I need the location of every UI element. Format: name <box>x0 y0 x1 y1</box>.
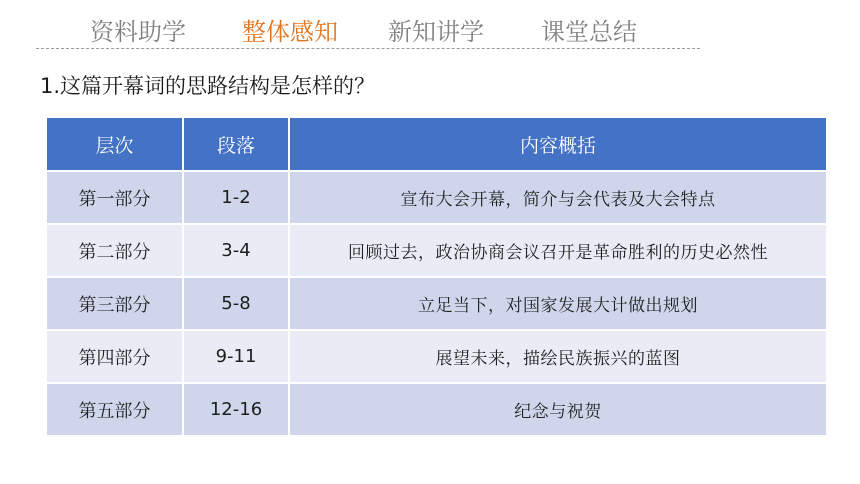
cell-content: 立足当下，对国家发展大计做出规划 <box>289 277 827 330</box>
cell-content: 展望未来，描绘民族振兴的蓝图 <box>289 330 827 383</box>
header-level: 层次 <box>46 117 183 171</box>
tab-reference-study[interactable]: 资料助学 <box>90 18 186 46</box>
table-row <box>46 383 827 436</box>
cell-level: 第三部分 <box>46 277 183 330</box>
cell-level: 第五部分 <box>46 383 183 436</box>
cell-paragraphs: 9-11 <box>183 330 289 383</box>
cell-content: 宣布大会开幕，简介与会代表及大会特点 <box>289 171 827 224</box>
table-row <box>46 171 827 224</box>
question-title: 1.这篇开幕词的思路结构是怎样的？ <box>40 74 376 98</box>
cell-level: 第一部分 <box>46 171 183 224</box>
header-paragraphs: 段落 <box>183 117 289 171</box>
cell-paragraphs: 5-8 <box>183 277 289 330</box>
structure-table <box>45 116 828 437</box>
cell-content: 纪念与祝贺 <box>289 383 827 436</box>
cell-level: 第二部分 <box>46 224 183 277</box>
table-row <box>46 224 827 277</box>
cell-paragraphs: 3-4 <box>183 224 289 277</box>
table-row <box>46 277 827 330</box>
tab-overall-perception[interactable]: 整体感知 <box>242 18 338 46</box>
header-content: 内容概括 <box>289 117 827 171</box>
tab-class-summary[interactable]: 课堂总结 <box>541 18 637 46</box>
cell-content: 回顾过去，政治协商会议召开是革命胜利的历史必然性 <box>289 224 827 277</box>
cell-level: 第四部分 <box>46 330 183 383</box>
table-row <box>46 330 827 383</box>
table-header-row <box>46 117 827 171</box>
cell-paragraphs: 1-2 <box>183 171 289 224</box>
cell-paragraphs: 12-16 <box>183 383 289 436</box>
section-nav <box>36 0 700 49</box>
tab-new-knowledge[interactable]: 新知讲学 <box>388 18 484 46</box>
